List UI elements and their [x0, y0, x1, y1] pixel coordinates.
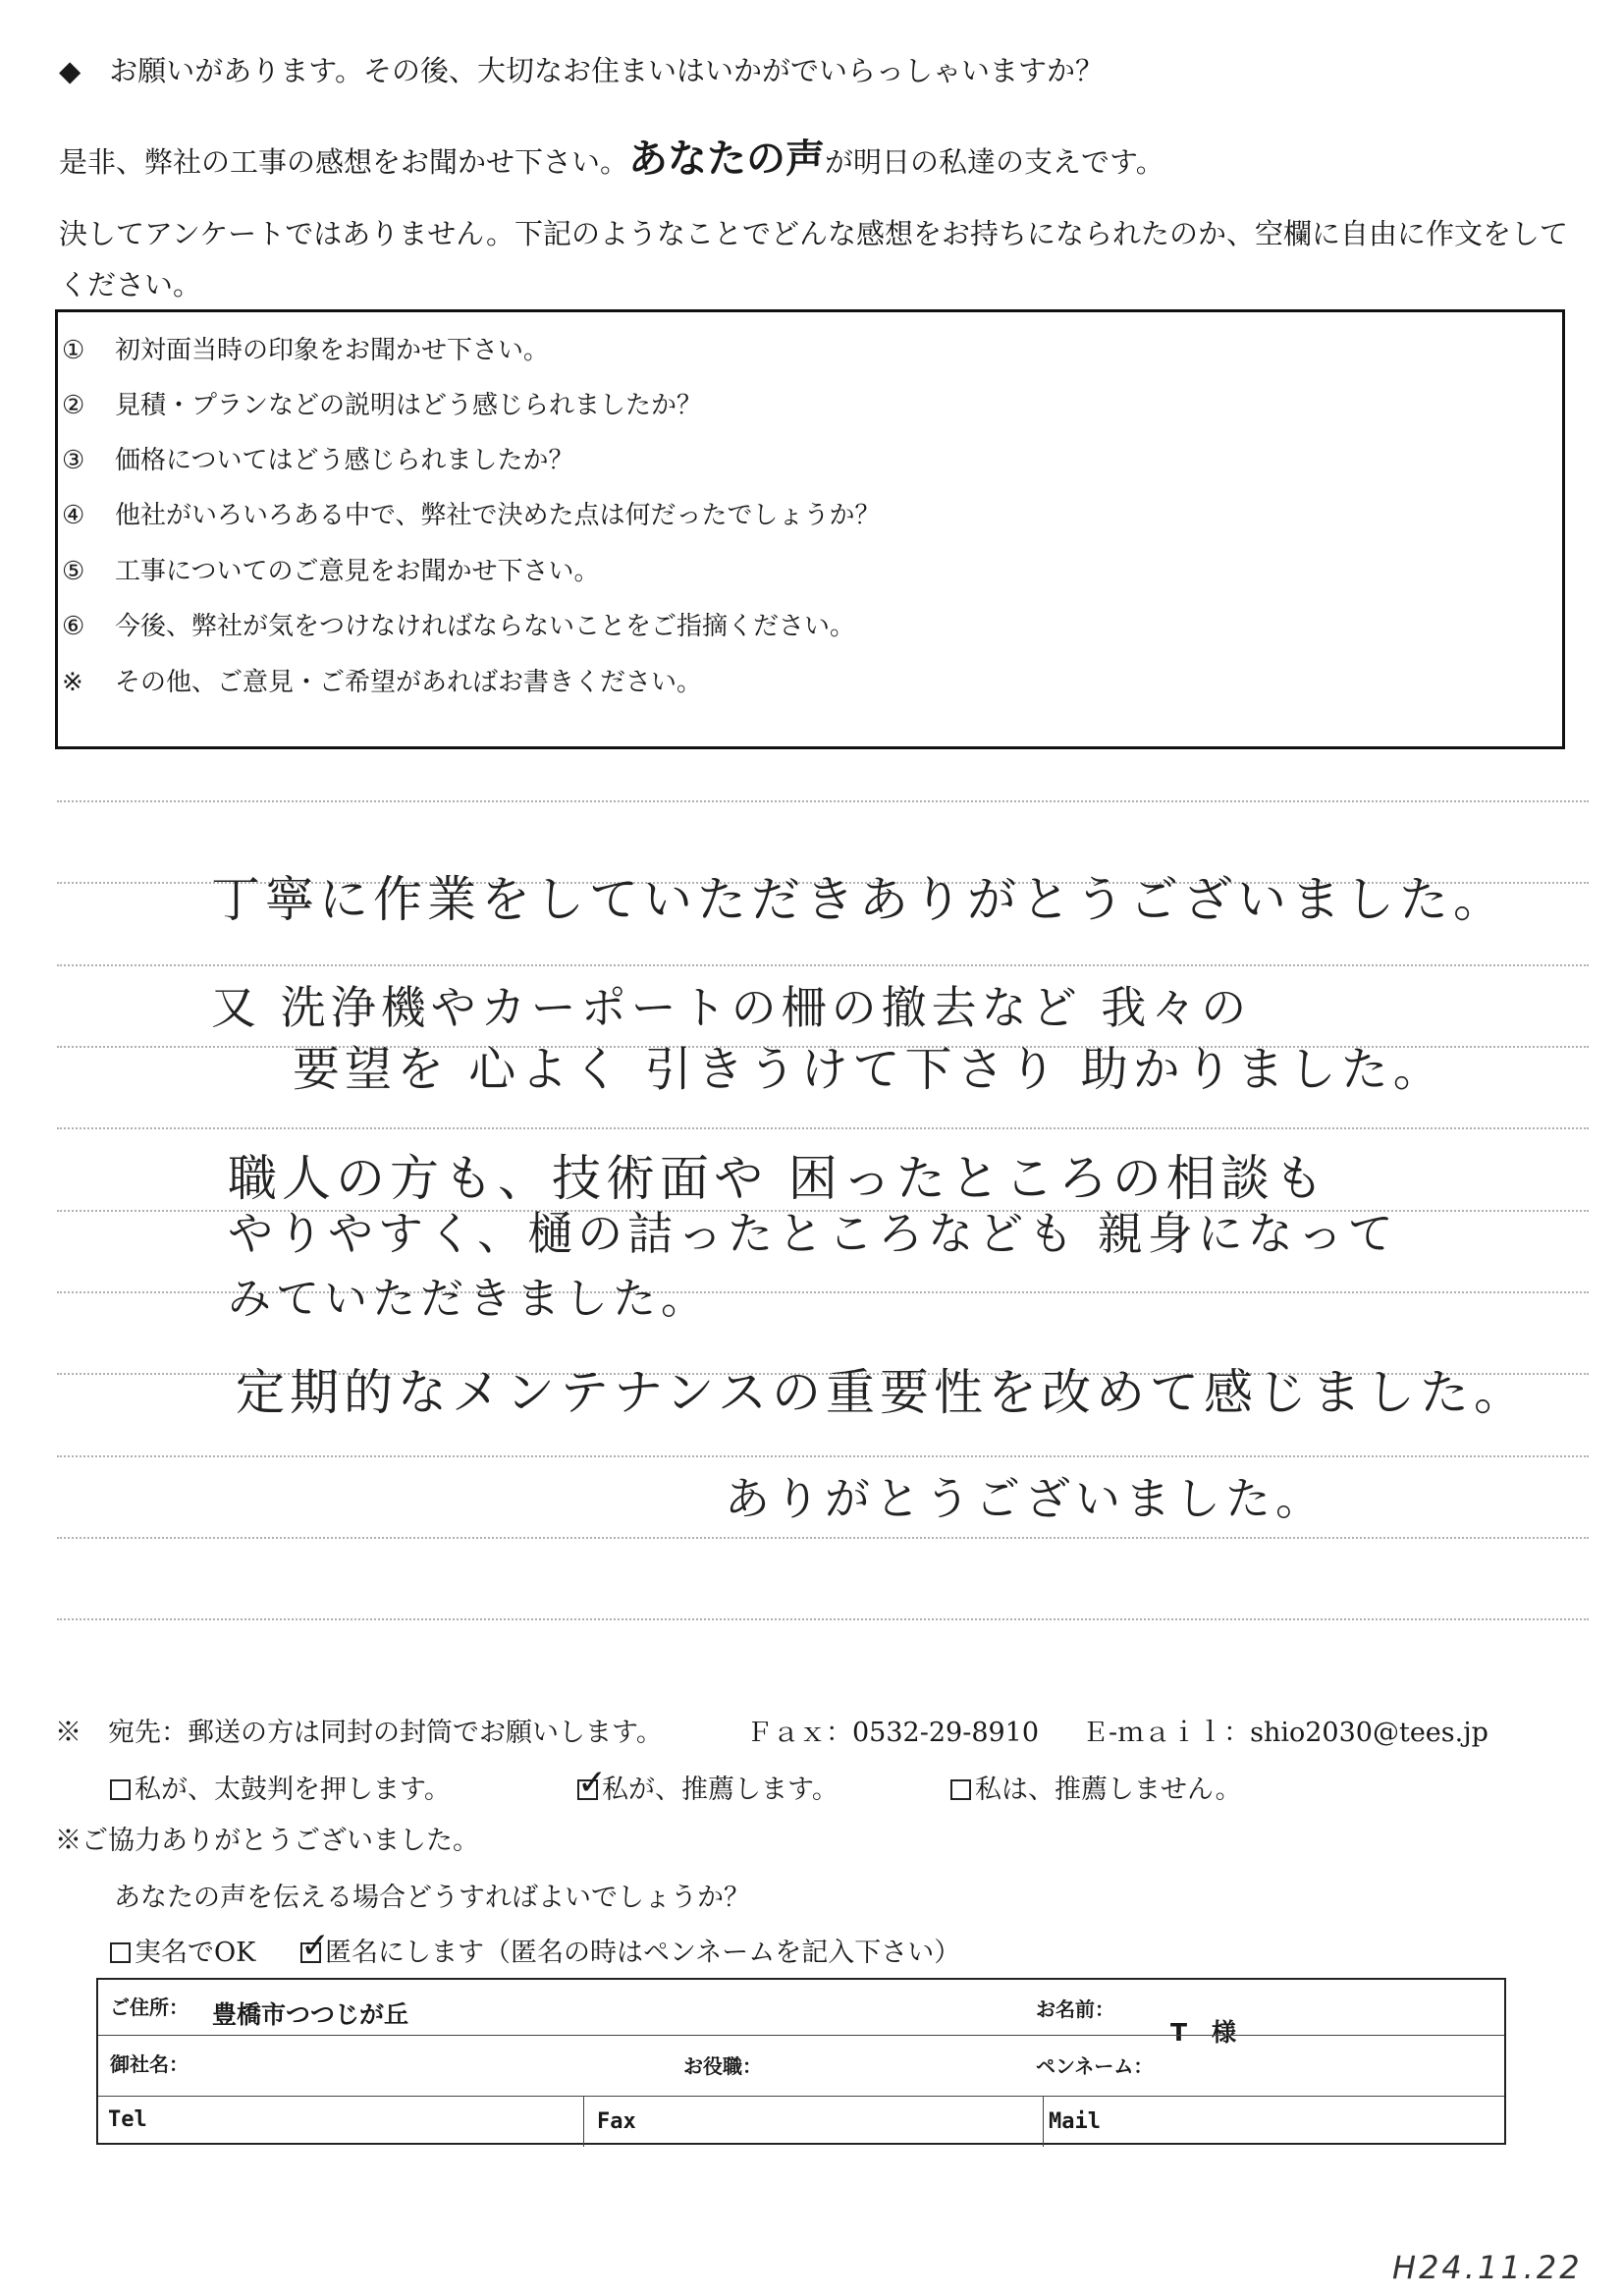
- question-item: ⑥ 今後、弊社が気をつけなければならないことをご指摘ください。: [62, 612, 856, 641]
- handwritten-line: 要望を 心よく 引きうけて下さり 助かりました。: [293, 1042, 1445, 1097]
- fax-number: Ｆａｘ：0532-29-8910: [746, 1718, 1040, 1748]
- writing-rule: [57, 1537, 1589, 1539]
- name-label: お名前：: [1036, 1997, 1114, 2021]
- column-divider: [583, 2096, 584, 2147]
- column-divider: [1043, 2096, 1044, 2147]
- writing-rule: [57, 1618, 1589, 1620]
- checkbox-real-name[interactable]: [110, 1942, 131, 1963]
- intro-line-3: 決してアンケートではありません。下記のようなことでどんな感想をお持ちになられたのか、空欄に自由に作文をして: [59, 217, 1569, 250]
- email-address[interactable]: Ｅ-ｍａｉｌ：shio2030@tees.jp: [1082, 1718, 1488, 1748]
- intro-line-2: [59, 128, 1164, 184]
- handwritten-line: 定期的なメンテナンスの重要性を改めて感じました。: [236, 1364, 1528, 1421]
- checkbox-anonymous[interactable]: [300, 1926, 331, 1966]
- handwritten-line: 又 洗浄機やカーポートの柵の撤去など 我々の: [211, 981, 1252, 1034]
- intro-line-2-c: が明日の私達の支えです。: [825, 145, 1164, 179]
- checkbox-stamp[interactable]: [110, 1779, 131, 1800]
- row-divider: [98, 2096, 1504, 2097]
- address-value[interactable]: 豊橋市つつじが丘: [212, 2000, 409, 2029]
- intro-line-1: ◆ お願いがあります。その後、大切なお住まいはいかがでいらっしゃいますか？: [59, 54, 1104, 87]
- option-real-name[interactable]: 実名でOK: [110, 1931, 255, 1969]
- option-anonymous[interactable]: ✓ 匿名にします（匿名の時はペンネームを記入下さい）: [300, 1926, 961, 1968]
- option-stamp[interactable]: 私が、太鼓判を押します。: [110, 1768, 451, 1806]
- intro-line-2-a: 是非、弊社の工事の感想をお聞かせ下さい。: [59, 145, 629, 179]
- intro-highlight: あなたの声: [628, 137, 826, 182]
- mail-label: Mail: [1049, 2109, 1101, 2134]
- question-item: ③ 価格についてはどう感じられましたか？: [62, 446, 574, 475]
- question-item: ⑤ 工事についてのご意見をお聞かせ下さい。: [62, 557, 600, 586]
- handwritten-line: 丁寧に作業をしていただきありがとうございました。: [211, 871, 1507, 928]
- name-value[interactable]: T 様: [1170, 2018, 1237, 2047]
- row-divider: [98, 2035, 1504, 2036]
- writing-rule: [57, 1455, 1589, 1457]
- handwritten-line: やりやすく、樋の詰ったところなども 親身になって: [228, 1207, 1398, 1260]
- fax-label: Fax: [597, 2109, 636, 2134]
- handwritten-line: 職人の方も、技術面や 困ったところの相談も: [228, 1150, 1328, 1207]
- thanks-note: ※ご協力ありがとうございました。: [55, 1826, 479, 1856]
- check-mark-icon: ✓: [300, 1926, 331, 1966]
- tel-label: Tel: [108, 2107, 147, 2132]
- question-item: ① 初対面当時の印象をお聞かせ下さい。: [62, 336, 550, 365]
- question-item: ② 見積・プランなどの説明はどう感じられましたか？: [62, 391, 703, 420]
- voice-question: あなたの声を伝える場合どうすればよいでしょうか？: [114, 1883, 750, 1913]
- intro-line-4: ください。: [59, 268, 202, 301]
- address-label: ご住所：: [110, 1995, 189, 2019]
- option-recommend[interactable]: ✓ 私が、推薦します。: [577, 1763, 839, 1805]
- role-label: お役職：: [683, 2054, 762, 2078]
- contact-form: [96, 1978, 1506, 2145]
- question-item: ※ その他、ご意見・ご希望があればお書きください。: [62, 668, 703, 697]
- check-mark-icon: ✓: [577, 1763, 608, 1803]
- checkbox-not-recommend[interactable]: [950, 1779, 971, 1800]
- writing-rule: [57, 1127, 1589, 1129]
- writing-rule: [57, 964, 1589, 966]
- question-box: [55, 309, 1565, 749]
- option-not-recommend[interactable]: 私は、推薦しません。: [950, 1768, 1242, 1806]
- date-stamp: H24.11.22: [1392, 2249, 1583, 2286]
- question-item: ④ 他社がいろいろある中で、弊社で決めた点は何だったでしょうか？: [62, 501, 881, 530]
- handwritten-line: みていただきました。: [228, 1274, 709, 1324]
- checkbox-recommend[interactable]: [577, 1763, 608, 1803]
- address-note: ※ 宛先：郵送の方は同封の封筒でお願いします。: [55, 1718, 663, 1748]
- company-label: 御社名：: [110, 2052, 189, 2076]
- writing-rule: [57, 800, 1589, 802]
- handwritten-line: ありがとうございました。: [725, 1472, 1325, 1525]
- penname-label: ペンネーム：: [1036, 2054, 1154, 2078]
